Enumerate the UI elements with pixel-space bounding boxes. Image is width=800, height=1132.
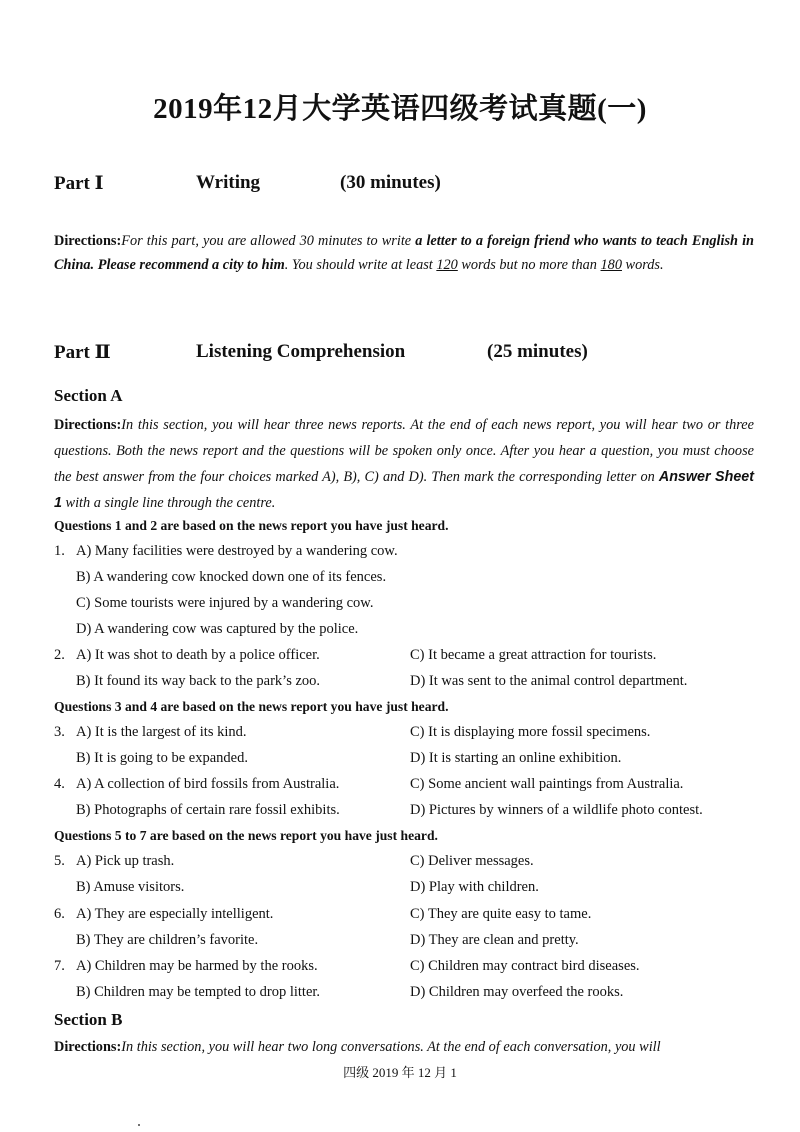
- option-b: B) Amuse visitors.: [76, 879, 185, 895]
- directions-task: a letter to a foreign friend who wants to teach English in China. Please recommend a city to him: [54, 233, 754, 273]
- directions-label: Directions:: [54, 417, 122, 433]
- part1-time: (30 minutes): [340, 172, 441, 193]
- question-number: 1.: [54, 543, 65, 559]
- option-c: C) Deliver messages.: [410, 853, 534, 869]
- scan-speck: [138, 1124, 140, 1126]
- option-d: D) Children may overfeed the rooks.: [410, 984, 624, 1000]
- option-a: A) It was shot to death by a police officer.: [76, 647, 320, 663]
- question-number: 4.: [54, 776, 65, 792]
- directions-text: For this part, you are allowed 30 minutes to write: [121, 233, 416, 249]
- directions-text: with a single line through the centre.: [61, 495, 276, 511]
- question-number: 6.: [54, 906, 65, 922]
- part1-name: Writing: [196, 172, 261, 193]
- option-b: B) It is going to be expanded.: [76, 750, 248, 766]
- option-c: C) It is displaying more fossil specimens.: [410, 724, 651, 740]
- question-group-header: Questions 1 and 2 are based on the news report you have just heard.: [54, 518, 449, 533]
- part1-directions: [54, 230, 754, 277]
- option-a: A) Pick up trash.: [76, 853, 175, 869]
- option-c: C) Children may contract bird diseases.: [410, 958, 640, 974]
- directions-text: In this section, you will hear two long conversations. At the end of each conversation, you will: [121, 1039, 661, 1055]
- section-b-directions: [54, 1036, 754, 1060]
- question-number: 3.: [54, 724, 65, 740]
- option-a: A) They are especially intelligent.: [76, 906, 274, 922]
- option-a: A) Children may be harmed by the rooks.: [76, 958, 318, 974]
- option-d: D) Pictures by winners of a wildlife photo contest.: [410, 802, 703, 818]
- part2-label: Part Ⅱ: [54, 342, 111, 363]
- question-group-header: Questions 3 and 4 are based on the news report you have just heard.: [54, 699, 449, 714]
- option-b: B) They are children’s favorite.: [76, 932, 259, 948]
- option-c: C) It became a great attraction for tourists.: [410, 647, 657, 663]
- option-b: B) Photographs of certain rare fossil exhibits.: [76, 802, 340, 818]
- answer-sheet-ref: Answer Sheet 1: [54, 469, 754, 511]
- part1-label: Part Ⅰ: [54, 173, 104, 194]
- option-b: B) A wandering cow knocked down one of its fences.: [76, 569, 387, 585]
- option-a: A) A collection of bird fossils from Australia.: [76, 776, 340, 792]
- option-d: D) Play with children.: [410, 879, 539, 895]
- min-words: 120: [436, 256, 458, 273]
- question-number: 5.: [54, 853, 65, 869]
- directions-text: words.: [621, 256, 664, 273]
- option-d: D) It is starting an online exhibition.: [410, 750, 622, 766]
- page-title: 2019年12月大学英语四级考试真题(一): [153, 93, 647, 125]
- directions-label: Directions:: [54, 233, 122, 249]
- page-footer: 四级 2019 年 12 月 1: [343, 1065, 457, 1080]
- option-d: D) A wandering cow was captured by the police.: [76, 621, 359, 637]
- option-b: B) It found its way back to the park’s zoo.: [76, 673, 321, 689]
- option-b: B) Children may be tempted to drop litter.: [76, 984, 321, 1000]
- part2-time: (25 minutes): [487, 341, 588, 362]
- option-c: C) They are quite easy to tame.: [410, 906, 592, 922]
- question-number: 7.: [54, 958, 65, 974]
- part2-name: Listening Comprehension: [196, 341, 406, 362]
- option-c: C) Some ancient wall paintings from Australia.: [410, 776, 684, 792]
- option-d: D) It was sent to the animal control department.: [410, 673, 688, 689]
- directions-text: In this section, you will hear three news reports. At the end of each news report, you will hear two or three questions. Both the news report and the questions will be spoken only once. After you hear a question, you must choose the best answer from the four choices marked A), B), C) and D). Then mark the corresponding letter on: [54, 417, 754, 485]
- option-d: D) They are clean and pretty.: [410, 932, 579, 948]
- directions-label: Directions:: [54, 1039, 122, 1055]
- section-a-directions: [54, 412, 754, 516]
- option-a: A) It is the largest of its kind.: [76, 724, 247, 740]
- question-group-header: Questions 5 to 7 are based on the news report you have just heard.: [54, 828, 438, 843]
- question-number: 2.: [54, 647, 65, 663]
- directions-text: words but no more than: [457, 256, 601, 273]
- section-a-title: Section A: [54, 386, 123, 405]
- directions-text: . You should write at least: [284, 256, 437, 273]
- max-words: 180: [600, 256, 622, 273]
- section-b-title: Section B: [54, 1010, 123, 1029]
- option-a: A) Many facilities were destroyed by a wandering cow.: [76, 543, 398, 559]
- option-c: C) Some tourists were injured by a wandering cow.: [76, 595, 374, 611]
